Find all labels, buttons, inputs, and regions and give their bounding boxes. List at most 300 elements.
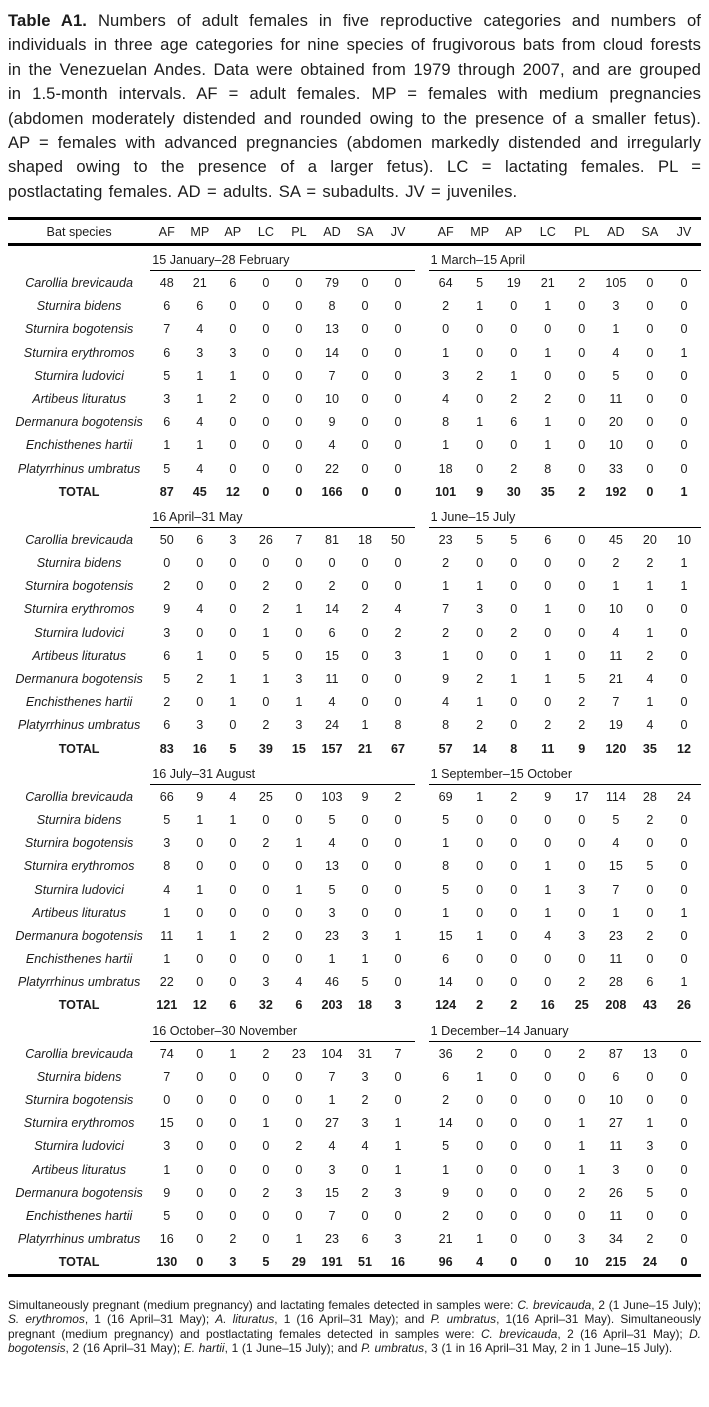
species-row: [8, 341, 701, 364]
total-row: [8, 480, 701, 503]
value-cell-left: 0: [229, 859, 237, 874]
value-cell-left: 3: [229, 345, 237, 360]
value-cell-right: 6: [442, 1069, 450, 1084]
species-row: [8, 808, 701, 831]
value-cell-left: 4: [229, 789, 237, 804]
column-header-right: SA: [633, 219, 667, 245]
value-cell-right: 2: [510, 789, 518, 804]
value-cell-left: 0: [262, 695, 270, 710]
period-row-leading-cell: [8, 245, 150, 271]
value-cell-left: 0: [394, 579, 402, 594]
value-cell-right: 0: [544, 579, 552, 594]
value-cell-right: 1: [680, 579, 688, 594]
value-cell-left: 1: [196, 928, 204, 943]
footnote-text: , 1 (1 June–15 July); and: [224, 1340, 362, 1355]
row-spacer-cell: [415, 411, 429, 434]
value-cell-right: 0: [578, 1069, 586, 1084]
table-caption-label: Table A1.: [8, 11, 88, 30]
value-cell-right: 2: [578, 975, 586, 990]
footnote-species-abbrev: P. umbratus: [361, 1340, 425, 1355]
value-cell-right: 6: [442, 952, 450, 967]
value-cell-left: 0: [361, 368, 369, 383]
value-cell-right: 0: [544, 812, 552, 827]
value-cell-right: 1: [544, 345, 552, 360]
value-cell-right: 0: [680, 602, 688, 617]
value-cell-left: 0: [295, 556, 303, 571]
value-cell-right: 0: [510, 1139, 518, 1154]
table-caption-text: Numbers of adult females in five reproductive categories and numbers of individuals in three age categories for nine species of frugivorous bats from cloud forests in the Venezuelan Andes. Data were obtained from 1979 through 2007, and are grouped in 1.5-month intervals. AF = adult females. MP = females with medium pregnancies (abdomen moderately distended and rounded owing to the presence of a smaller fetus). AP = females with advanced pregnancies (abdomen markedly distended and irregularly shaped owing to the presence of a larger fetus). LC = lactating females. PL = postlactating females. AD = adults. SA = subadults. JV = juveniles.: [8, 11, 702, 201]
value-cell-right: 0: [680, 1208, 688, 1223]
value-cell-right: 0: [476, 859, 484, 874]
value-cell-right: 0: [476, 812, 484, 827]
row-spacer-cell: [415, 878, 429, 901]
value-cell-right: 87: [608, 1046, 623, 1061]
value-cell-left: 32: [258, 998, 273, 1013]
value-cell-right: 0: [578, 391, 586, 406]
value-cell-right: 1: [680, 975, 688, 990]
value-cell-left: 12: [225, 484, 240, 499]
value-cell-left: 5: [163, 1208, 171, 1223]
value-cell-right: 4: [646, 718, 654, 733]
value-cell-left: 0: [295, 345, 303, 360]
species-row: [8, 387, 701, 410]
value-cell-left: 66: [159, 789, 174, 804]
row-spacer-cell: [415, 528, 429, 552]
value-cell-right: 1: [544, 648, 552, 663]
value-cell-left: 0: [229, 882, 237, 897]
value-cell-right: 2: [578, 1185, 586, 1200]
value-cell-left: 1: [295, 602, 303, 617]
value-cell-right: 0: [476, 975, 484, 990]
value-cell-left: 0: [361, 461, 369, 476]
value-cell-right: 0: [476, 1208, 484, 1223]
species-name-cell: Platyrrhinus umbratus: [17, 975, 141, 990]
value-cell-left: 16: [159, 1232, 174, 1247]
value-cell-right: 3: [578, 882, 586, 897]
value-cell-left: 0: [262, 905, 270, 920]
species-name-cell: Enchisthenes hartii: [25, 952, 133, 967]
total-label-cell: TOTAL: [58, 998, 100, 1013]
species-name-cell: Enchisthenes hartii: [25, 695, 133, 710]
row-spacer-cell: [415, 667, 429, 690]
period-spacer-cell: [415, 245, 429, 271]
column-header-left: AD: [315, 219, 348, 245]
value-cell-right: 2: [476, 998, 484, 1013]
value-cell-left: 23: [324, 1232, 339, 1247]
value-cell-left: 3: [262, 975, 270, 990]
value-cell-right: 0: [646, 484, 654, 499]
value-cell-right: 0: [510, 1069, 518, 1084]
value-cell-left: 4: [361, 1139, 369, 1154]
value-cell-left: 3: [295, 718, 303, 733]
value-cell-right: 0: [680, 718, 688, 733]
value-cell-left: 2: [229, 1232, 237, 1247]
value-cell-right: 0: [680, 625, 688, 640]
value-cell-left: 22: [324, 461, 339, 476]
value-cell-left: 0: [262, 322, 270, 337]
column-header-right: PL: [565, 219, 599, 245]
value-cell-left: 79: [324, 276, 339, 291]
species-name-cell: Carollia brevicauda: [25, 276, 133, 291]
value-cell-left: 0: [394, 1208, 402, 1223]
species-name-cell: Dermanura bogotensis: [15, 415, 143, 430]
value-cell-left: 1: [328, 952, 336, 967]
value-cell-left: 0: [394, 905, 402, 920]
column-header-left: LC: [249, 219, 282, 245]
value-cell-left: 7: [328, 1208, 336, 1223]
value-cell-left: 0: [262, 1093, 270, 1108]
value-cell-right: 2: [442, 556, 450, 571]
value-cell-left: 13: [324, 859, 339, 874]
value-cell-right: 11: [609, 952, 623, 967]
value-cell-left: 0: [361, 276, 369, 291]
value-cell-left: 0: [229, 1116, 237, 1131]
value-cell-right: 2: [578, 484, 586, 499]
value-cell-right: 1: [442, 836, 450, 851]
species-name-cell: Sturnira bogotensis: [24, 322, 134, 337]
value-cell-right: 1: [476, 789, 484, 804]
value-cell-right: 0: [646, 276, 654, 291]
row-spacer-cell: [415, 901, 429, 924]
value-cell-right: 0: [544, 695, 552, 710]
value-cell-right: 1: [680, 484, 688, 499]
value-cell-right: 2: [510, 391, 518, 406]
value-cell-left: 1: [262, 1116, 270, 1131]
value-cell-left: 3: [229, 1255, 237, 1270]
value-cell-right: 0: [510, 882, 518, 897]
value-cell-right: 15: [438, 928, 453, 943]
species-row: [8, 832, 701, 855]
value-cell-left: 8: [394, 718, 402, 733]
value-cell-right: 2: [510, 998, 518, 1013]
value-cell-right: 45: [608, 532, 623, 547]
value-cell-left: 1: [394, 1162, 402, 1177]
value-cell-left: 0: [196, 579, 204, 594]
species-name-cell: Enchisthenes hartii: [25, 438, 133, 453]
row-spacer-cell: [415, 644, 429, 667]
value-cell-left: 0: [394, 345, 402, 360]
value-cell-right: 1: [612, 579, 620, 594]
value-cell-left: 0: [262, 1208, 270, 1223]
value-cell-right: 0: [680, 1255, 688, 1270]
value-cell-left: 0: [262, 1139, 270, 1154]
footnote-text: , 1 (16 April–31 May);: [84, 1312, 216, 1327]
value-cell-left: 0: [262, 415, 270, 430]
value-cell-right: 0: [510, 1208, 518, 1223]
value-cell-left: 166: [321, 484, 343, 499]
period-spacer-cell: [415, 760, 429, 785]
value-cell-right: 33: [608, 461, 623, 476]
species-name-cell: Carollia brevicauda: [25, 1046, 133, 1061]
value-cell-left: 0: [394, 299, 402, 314]
value-cell-right: 0: [476, 882, 484, 897]
footnote-species-abbrev: A. lituratus: [215, 1312, 275, 1327]
row-spacer-cell: [415, 855, 429, 878]
value-cell-left: 1: [262, 625, 270, 640]
value-cell-left: 0: [196, 1208, 204, 1223]
value-cell-left: 1: [295, 1232, 303, 1247]
species-name-cell: Sturnira bogotensis: [24, 1093, 134, 1108]
value-cell-left: 1: [196, 812, 204, 827]
species-name-cell: Artibeus lituratus: [32, 391, 126, 406]
value-cell-left: 39: [258, 741, 273, 756]
value-cell-right: 2: [646, 812, 654, 827]
value-cell-right: 0: [578, 322, 586, 337]
species-name-cell: Enchisthenes hartii: [25, 1208, 133, 1223]
value-cell-left: 0: [394, 1093, 402, 1108]
value-cell-left: 0: [295, 648, 303, 663]
value-cell-right: 24: [642, 1255, 657, 1270]
value-cell-right: 0: [680, 882, 688, 897]
value-cell-left: 9: [328, 415, 336, 430]
row-spacer-cell: [415, 714, 429, 737]
species-row: [8, 1181, 701, 1204]
value-cell-right: 2: [578, 1046, 586, 1061]
value-cell-right: 2: [544, 718, 552, 733]
value-cell-right: 15: [608, 859, 623, 874]
species-row: [8, 1228, 701, 1251]
value-cell-right: 0: [476, 1162, 484, 1177]
value-cell-right: 1: [544, 415, 552, 430]
value-cell-left: 0: [229, 952, 237, 967]
value-cell-right: 4: [442, 391, 450, 406]
species-row: [8, 621, 701, 644]
value-cell-right: 5: [476, 276, 484, 291]
value-cell-right: 0: [680, 1093, 688, 1108]
value-cell-right: 2: [612, 556, 620, 571]
value-cell-left: 0: [229, 579, 237, 594]
value-cell-right: 10: [574, 1255, 589, 1270]
value-cell-right: 2: [476, 672, 484, 687]
value-cell-right: 0: [680, 812, 688, 827]
value-cell-right: 0: [544, 322, 552, 337]
column-header-left: MP: [183, 219, 216, 245]
value-cell-left: 0: [394, 859, 402, 874]
value-cell-right: 0: [680, 1116, 688, 1131]
value-cell-left: 2: [361, 1185, 369, 1200]
total-row: [8, 737, 701, 760]
species-row: [8, 598, 701, 621]
value-cell-left: 3: [361, 928, 369, 943]
species-row: [8, 1065, 701, 1088]
value-cell-right: 215: [605, 1255, 627, 1270]
value-cell-right: 0: [544, 1255, 552, 1270]
value-cell-right: 0: [578, 368, 586, 383]
value-cell-right: 0: [578, 556, 586, 571]
species-name-cell: Artibeus lituratus: [32, 648, 126, 663]
value-cell-right: 30: [506, 484, 521, 499]
value-cell-left: 0: [394, 1069, 402, 1084]
value-cell-left: 0: [196, 1255, 204, 1270]
row-spacer-cell: [415, 1228, 429, 1251]
value-cell-left: 14: [324, 602, 339, 617]
species-row: [8, 924, 701, 947]
value-cell-right: 1: [578, 1116, 586, 1131]
species-row: [8, 1158, 701, 1181]
value-cell-right: 11: [541, 741, 555, 756]
value-cell-left: 157: [321, 741, 343, 756]
value-cell-left: 121: [156, 998, 178, 1013]
species-name-cell: Sturnira ludovici: [34, 625, 124, 640]
value-cell-right: 0: [680, 952, 688, 967]
total-label-cell: TOTAL: [58, 484, 100, 499]
value-cell-right: 0: [510, 1116, 518, 1131]
value-cell-left: 1: [229, 672, 237, 687]
value-cell-left: 0: [295, 1208, 303, 1223]
value-cell-right: 28: [642, 789, 657, 804]
species-name-cell: Sturnira ludovici: [34, 368, 124, 383]
value-cell-left: 6: [196, 532, 204, 547]
value-cell-right: 64: [438, 276, 453, 291]
value-cell-left: 203: [321, 998, 343, 1013]
value-cell-right: 20: [642, 532, 657, 547]
row-spacer-cell: [415, 1251, 429, 1276]
period-label-right: 1 March–15 April: [429, 245, 701, 271]
value-cell-left: 0: [361, 648, 369, 663]
value-cell-right: 1: [476, 299, 484, 314]
value-cell-right: 0: [510, 602, 518, 617]
value-cell-left: 15: [291, 741, 306, 756]
value-cell-left: 0: [295, 859, 303, 874]
value-cell-left: 0: [196, 1093, 204, 1108]
value-cell-left: 3: [163, 391, 171, 406]
value-cell-right: 0: [510, 1162, 518, 1177]
value-cell-right: 0: [680, 391, 688, 406]
value-cell-right: 0: [476, 345, 484, 360]
value-cell-left: 0: [262, 345, 270, 360]
value-cell-left: 7: [394, 1046, 402, 1061]
value-cell-right: 4: [476, 1255, 484, 1270]
value-cell-right: 1: [510, 672, 518, 687]
value-cell-right: 0: [476, 391, 484, 406]
period-row: [8, 503, 701, 528]
value-cell-left: 87: [159, 484, 174, 499]
period-label-left: 16 April–31 May: [150, 503, 414, 528]
column-header-right: AP: [497, 219, 531, 245]
value-cell-right: 8: [442, 415, 450, 430]
value-cell-left: 0: [262, 1232, 270, 1247]
value-cell-right: 11: [609, 1208, 623, 1223]
value-cell-left: 0: [262, 882, 270, 897]
row-spacer-cell: [415, 1181, 429, 1204]
row-spacer-cell: [415, 737, 429, 760]
value-cell-right: 0: [578, 415, 586, 430]
period-row-leading-cell: [8, 503, 150, 528]
value-cell-left: 0: [295, 812, 303, 827]
value-cell-right: 0: [476, 1139, 484, 1154]
value-cell-right: 2: [646, 556, 654, 571]
value-cell-left: 16: [192, 741, 207, 756]
row-spacer-cell: [415, 1158, 429, 1181]
period-spacer-cell: [415, 1017, 429, 1042]
value-cell-left: 2: [163, 695, 171, 710]
value-cell-right: 2: [442, 299, 450, 314]
value-cell-right: 2: [476, 1046, 484, 1061]
value-cell-left: 0: [262, 461, 270, 476]
value-cell-left: 0: [196, 625, 204, 640]
value-cell-right: 1: [510, 368, 518, 383]
value-cell-left: 6: [163, 718, 171, 733]
value-cell-right: 0: [578, 602, 586, 617]
value-cell-right: 0: [646, 905, 654, 920]
value-cell-right: 0: [578, 648, 586, 663]
value-cell-left: 0: [262, 952, 270, 967]
row-spacer-cell: [415, 1135, 429, 1158]
value-cell-left: 5: [328, 882, 336, 897]
value-cell-right: 0: [544, 975, 552, 990]
value-cell-left: 0: [229, 322, 237, 337]
value-cell-left: 2: [262, 579, 270, 594]
value-cell-right: 0: [578, 812, 586, 827]
value-cell-right: 5: [442, 1139, 450, 1154]
value-cell-right: 0: [646, 345, 654, 360]
value-cell-right: 1: [646, 1116, 654, 1131]
value-cell-left: 7: [295, 532, 303, 547]
column-header-left: AP: [216, 219, 249, 245]
value-cell-left: 5: [163, 672, 171, 687]
value-cell-left: 1: [196, 648, 204, 663]
footnote-text: , 1(16 April–31 May). Simultaneously pregnant (medium pregnancy) and postlactating females detected in samples were:: [8, 1312, 701, 1341]
value-cell-right: 0: [544, 368, 552, 383]
value-cell-left: 4: [328, 1139, 336, 1154]
value-cell-right: 0: [544, 1093, 552, 1108]
species-row: [8, 1042, 701, 1066]
value-cell-left: 18: [358, 532, 373, 547]
value-cell-left: 0: [196, 695, 204, 710]
value-cell-right: 2: [510, 625, 518, 640]
value-cell-right: 4: [612, 625, 620, 640]
value-cell-left: 1: [394, 928, 402, 943]
value-cell-left: 1: [196, 438, 204, 453]
value-cell-right: 11: [609, 391, 623, 406]
value-cell-left: 0: [394, 415, 402, 430]
value-cell-right: 16: [540, 998, 555, 1013]
value-cell-right: 0: [680, 1139, 688, 1154]
value-cell-left: 0: [262, 484, 270, 499]
period-row: [8, 245, 701, 271]
column-header-left: JV: [382, 219, 415, 245]
period-row-leading-cell: [8, 1017, 150, 1042]
value-cell-right: 0: [578, 532, 586, 547]
period-row: [8, 760, 701, 785]
value-cell-left: 2: [328, 579, 336, 594]
value-cell-left: 0: [361, 836, 369, 851]
species-name-cell: Sturnira bidens: [36, 1069, 122, 1084]
value-cell-right: 18: [438, 461, 453, 476]
value-cell-left: 0: [295, 789, 303, 804]
header-spacer-cell: [415, 219, 429, 245]
value-cell-right: 2: [442, 1093, 450, 1108]
footnote-text: , 2 (16 April–31 May);: [65, 1340, 184, 1355]
value-cell-right: 1: [442, 345, 450, 360]
value-cell-left: 0: [361, 438, 369, 453]
row-spacer-cell: [415, 598, 429, 621]
value-cell-left: 2: [262, 718, 270, 733]
total-row: [8, 994, 701, 1017]
row-spacer-cell: [415, 621, 429, 644]
value-cell-left: 0: [361, 345, 369, 360]
table-caption: [8, 9, 701, 204]
period-label-left: 16 October–30 November: [150, 1017, 414, 1042]
value-cell-left: 3: [295, 1185, 303, 1200]
value-cell-left: 1: [229, 695, 237, 710]
species-name-cell: Sturnira bogotensis: [24, 579, 134, 594]
species-row: [8, 691, 701, 714]
value-cell-right: 0: [510, 905, 518, 920]
value-cell-right: 12: [676, 741, 691, 756]
value-cell-right: 0: [578, 299, 586, 314]
value-cell-left: 11: [325, 672, 339, 687]
